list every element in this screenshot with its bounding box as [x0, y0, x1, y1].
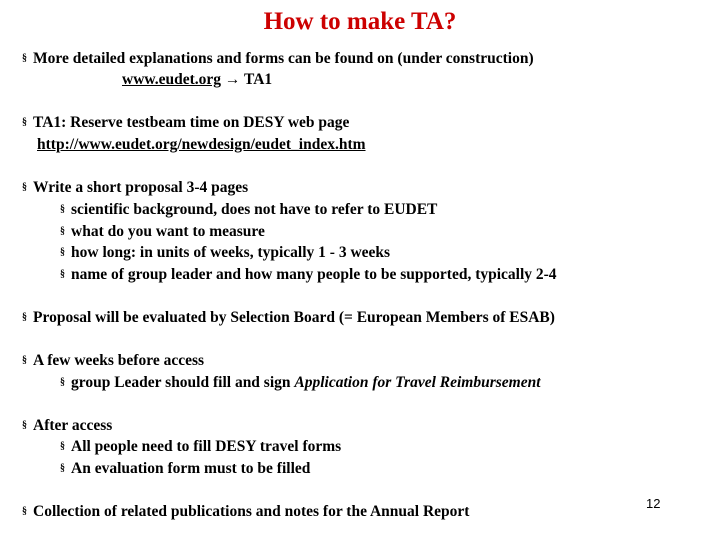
bullet-marker: § [60, 247, 65, 258]
bullet-before-access: § A few weeks before access [22, 352, 205, 369]
eudet-link-line [122, 71, 272, 89]
bullet-marker: § [22, 182, 27, 193]
bullet-marker: § [60, 377, 65, 388]
bullet-annual-report: § Collection of related publications and notes for the Annual Report [22, 503, 470, 520]
bullet-marker: § [60, 463, 65, 474]
sub-bullet: § An evaluation form must to be filled [60, 460, 311, 477]
sub-bullet: § group Leader should fill and sign Application for Travel Reimbursement [60, 374, 541, 391]
bullet-marker: § [22, 53, 27, 64]
sub-bullet: § All people need to fill DESY travel forms [60, 438, 342, 455]
bullet-marker: § [22, 117, 27, 128]
bullet-after-access: § After access [22, 417, 113, 434]
ta1-suffix: → TA1 [221, 71, 273, 88]
bullet-marker: § [22, 355, 27, 366]
bullet-selection-board: § Proposal will be evaluated by Selection Board (= European Members of ESAB) [22, 309, 555, 326]
desy-link-line [37, 136, 366, 154]
bullet-marker: § [22, 420, 27, 431]
bullet-more-info: § More detailed explanations and forms can be found on (under construction) [22, 50, 534, 67]
page-number: 12 [646, 496, 661, 511]
sub-bullet: § name of group leader and how many people to be supported, typically 2-4 [60, 266, 557, 283]
sub-bullet: § what do you want to measure [60, 223, 265, 240]
bullet-marker: § [22, 312, 27, 323]
bullet-marker: § [60, 441, 65, 452]
eudet-org-link[interactable]: www.eudet.org [122, 71, 222, 88]
bullet-marker: § [60, 204, 65, 215]
bullet-ta1-reserve: § TA1: Reserve testbeam time on DESY web page [22, 114, 350, 131]
travel-reimbursement-form: Application for Travel Reimbursement [294, 374, 541, 391]
bullet-marker: § [60, 269, 65, 280]
bullet-write-proposal: § Write a short proposal 3-4 pages [22, 179, 249, 196]
sub-bullet: § how long: in units of weeks, typically 1 - 3 weeks [60, 244, 391, 261]
bullet-marker: § [60, 226, 65, 237]
sub-bullet: § scientific background, does not have to refer to EUDET [60, 201, 438, 218]
slide-title: How to make TA? [263, 8, 457, 35]
bullet-marker: § [22, 506, 27, 517]
eudet-index-link[interactable]: http://www.eudet.org/newdesign/eudet_index.htm [37, 136, 366, 153]
